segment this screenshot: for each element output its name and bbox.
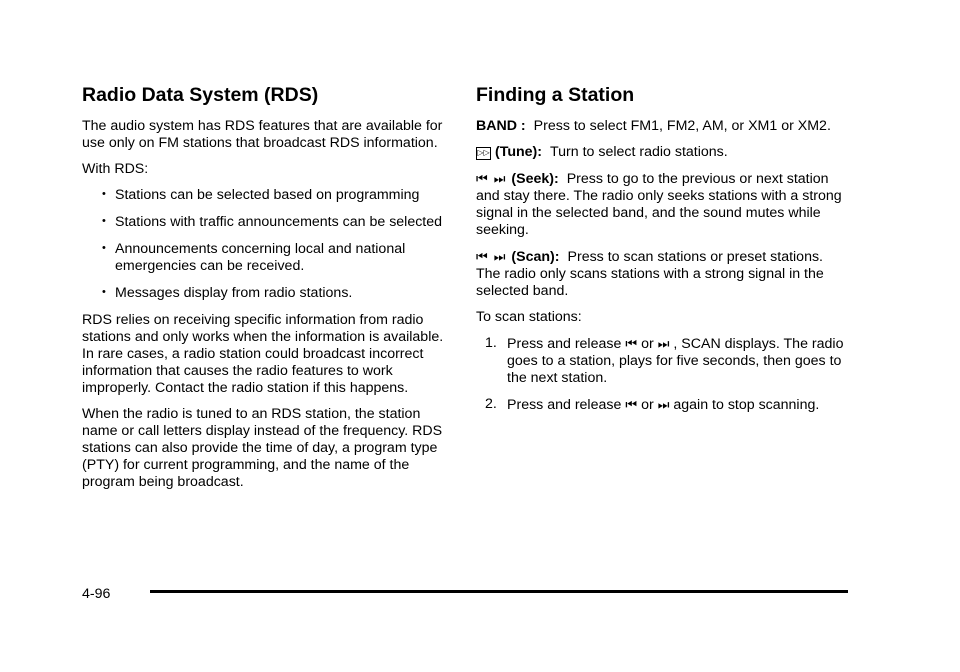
scan-paragraph: [476, 248, 848, 300]
scan-term: (Scan):: [511, 249, 560, 265]
band-term: BAND :: [476, 118, 526, 134]
scan-forward-icon: ⏭: [493, 249, 506, 264]
seek-forward-icon: ⏭: [657, 397, 670, 412]
right-column: [476, 82, 848, 423]
list-item: 2. Press and release ⏮ or ⏭ again to stop scanning.: [485, 396, 820, 413]
seek-paragraph: [476, 170, 848, 239]
rds-heading: Radio Data System (RDS): [82, 84, 319, 106]
list-item: • Stations can be selected based on programming: [102, 187, 420, 203]
seek-forward-icon: ⏭: [657, 336, 670, 351]
seek-forward-icon: ⏭: [493, 171, 506, 186]
band-paragraph: [476, 118, 848, 135]
band-text: Press to select FM1, FM2, AM, or XM1 or XM2.: [533, 118, 831, 134]
tune-knob-icon: ▷▷: [476, 147, 491, 160]
tune-text: Turn to select radio stations.: [550, 144, 728, 160]
bullet-icon: •: [102, 286, 106, 298]
seek-back-icon: ⏮: [625, 336, 638, 351]
scan-text: Press to scan stations or preset stations. The radio only scans stations with a strong signal in the selected band.: [476, 249, 824, 299]
scan-steps-list: [476, 335, 848, 414]
list-item: • Messages display from radio stations.: [102, 285, 353, 301]
tune-paragraph: [476, 144, 848, 161]
to-scan-label: To scan stations:: [476, 309, 582, 325]
list-item: • Stations with traffic announcements can be selected: [102, 214, 443, 230]
seek-text: Press to go to the previous or next station and stay there. The radio only seeks stations with a strong signal in the selected band, and the sound mutes while seeking.: [476, 171, 842, 238]
tune-term: (Tune):: [495, 144, 543, 160]
seek-back-icon: ⏮: [476, 171, 488, 186]
scan-back-icon: ⏮: [476, 249, 488, 264]
list-item: 1. Press and release ⏮ or ⏭ , SCAN displays. The radio goes to a station, plays for five seconds, then goes to the next station.: [485, 335, 844, 386]
bullet-icon: •: [102, 188, 106, 200]
list-item: • Announcements concerning local and national emergencies can be received.: [102, 241, 406, 274]
footer-rule: [150, 590, 848, 593]
seek-term: (Seek):: [511, 171, 559, 187]
with-rds-label: With RDS:: [82, 161, 149, 177]
bullet-icon: •: [102, 215, 106, 227]
finding-station-heading: Finding a Station: [476, 84, 635, 106]
rds-intro: The audio system has RDS features that are available for use only on FM stations that broadcast RDS information.: [82, 118, 443, 151]
seek-back-icon: ⏮: [625, 397, 638, 412]
rds-station-paragraph: When the radio is tuned to an RDS station, the station name or call letters display instead of the frequency. RDS stations can also provide the time of day, a program type (PTY) for current programming, and the name of the program being broadcast.: [82, 406, 443, 490]
left-column: [82, 82, 444, 500]
rds-features-list: [82, 187, 444, 302]
page-number: 4-96: [82, 586, 111, 602]
rds-reliance-paragraph: RDS relies on receiving specific information from radio stations and only works when the information is available. In rare cases, a radio station could broadcast incorrect information that causes the radio features to work improperly. Contact the radio station if this happens.: [82, 312, 444, 396]
bullet-icon: •: [102, 242, 106, 254]
